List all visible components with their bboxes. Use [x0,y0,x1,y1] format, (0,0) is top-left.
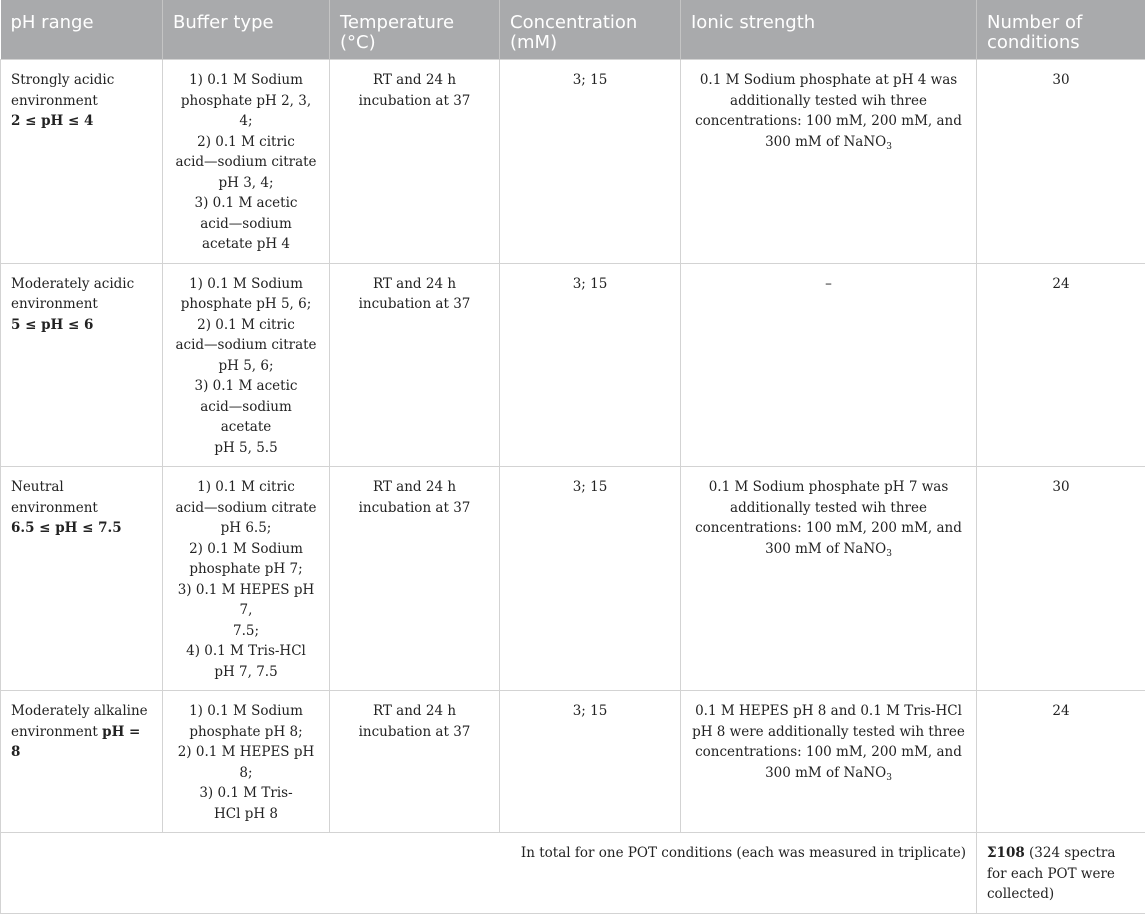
total-note: (324 spectra for each POT were collected) [987,845,1115,902]
buffer-line: 1) 0.1 M citric [197,479,295,495]
buffer-line: pH 6.5; [221,520,272,536]
buffer-line: 2) 0.1 M HEPES pH 8; [178,744,315,781]
buffer-line: acetate pH 4 [202,236,290,252]
ph-range-cell [1,691,163,833]
ionic-strength-cell [681,60,977,264]
subscript: 3 [886,142,892,152]
buffer-line: pH 5, 5.5 [214,440,277,456]
temperature-line: incubation at 37 [359,500,471,516]
ionic-line: 0.1 M HEPES pH 8 and 0.1 M Tris-HCl [695,703,962,719]
buffer-line: pH 7, 7.5 [214,664,277,680]
header-buffer-type: Buffer type [163,0,330,60]
buffer-line: 7.5; [233,623,259,639]
total-sum: Σ108 [987,845,1025,861]
temperature-line: incubation at 37 [359,296,471,312]
ionic-line: additionally tested wih three [730,93,927,109]
buffer-line: 1) 0.1 M Sodium [189,276,303,292]
buffer-line: phosphate pH 2, 3, 4; [181,93,311,130]
temperature-cell [330,467,500,691]
buffer-line: 4) 0.1 M Tris-HCl [186,643,306,659]
buffer-line: 2) 0.1 M Sodium [189,541,303,557]
ionic-line: concentrations: 100 mM, 200 mM, and [695,113,962,129]
ionic-strength-cell [681,467,977,691]
ionic-strength-cell [681,691,977,833]
ph-range-label: Neutral environment [11,479,98,516]
temperature-line: RT and 24 h [373,479,456,495]
ionic-line: 300 mM of NaNO [765,765,886,781]
conditions-cell: 30 [977,467,1145,691]
table-row [1,60,1145,264]
buffer-line: phosphate pH 5, 6; [181,296,312,312]
ionic-line: additionally tested wih three [730,500,927,516]
conditions-cell: 24 [977,691,1145,833]
temperature-line: incubation at 37 [359,93,471,109]
table-row [1,263,1145,467]
buffer-line: phosphate pH 7; [189,561,302,577]
buffer-line: 1) 0.1 M Sodium [189,703,303,719]
ionic-line: 300 mM of NaNO [765,541,886,557]
header-row [1,0,1145,60]
concentration-cell: 3; 15 [500,691,681,833]
buffer-line: HCl pH 8 [214,806,278,822]
temperature-line: incubation at 37 [359,724,471,740]
total-label: In total for one POT conditions (each was measured in triplicate) [1,833,977,914]
temperature-cell [330,691,500,833]
ionic-line: 0.1 M Sodium phosphate pH 7 was [709,479,949,495]
buffer-type-cell [163,467,330,691]
ph-range-label: Strongly acidic environment [11,72,114,109]
buffer-type-cell [163,60,330,264]
buffer-line: 2) 0.1 M citric [197,317,295,333]
total-row [1,833,1145,914]
ph-range-label: Moderately acidic environment [11,276,134,313]
buffer-line: 1) 0.1 M Sodium [189,72,303,88]
ph-range-cell [1,467,163,691]
ionic-line: pH 8 were additionally tested wih three [692,724,965,740]
conditions-cell: 24 [977,263,1145,467]
ph-range-value: pH = 8 [11,724,140,761]
ph-range-value: 2 ≤ pH ≤ 4 [11,113,93,129]
temperature-cell [330,263,500,467]
buffer-line: pH 3, 4; [218,175,273,191]
ionic-line: 300 mM of NaNO [765,134,886,150]
buffer-type-cell [163,691,330,833]
buffer-line: 3) 0.1 M acetic [195,195,298,211]
subscript: 3 [886,549,892,559]
temperature-cell [330,60,500,264]
temperature-line: RT and 24 h [373,276,456,292]
ph-range-value: 5 ≤ pH ≤ 6 [11,317,93,333]
header-ionic-strength: Ionic strength [681,0,977,60]
ph-range-cell [1,60,163,264]
temperature-line: RT and 24 h [373,72,456,88]
concentration-cell: 3; 15 [500,60,681,264]
buffer-line: acid—sodium citrate [175,154,316,170]
buffer-type-cell [163,263,330,467]
buffer-line: 2) 0.1 M citric [197,134,295,150]
buffer-line: acid—sodium citrate [175,500,316,516]
concentration-cell: 3; 15 [500,263,681,467]
header-ph-range: pH range [1,0,163,60]
buffer-line: 3) 0.1 M HEPES pH 7, [178,582,315,619]
ph-range-cell [1,263,163,467]
header-number-of-conditions: Number of conditions [977,0,1145,60]
header-concentration: Concentration (mM) [500,0,681,60]
concentration-cell: 3; 15 [500,467,681,691]
table-row [1,467,1145,691]
buffer-line: phosphate pH 8; [189,724,302,740]
ionic-line: concentrations: 100 mM, 200 mM, and [695,744,962,760]
header-temperature: Temperature (°C) [330,0,500,60]
ionic-line: 0.1 M Sodium phosphate at pH 4 was [700,72,957,88]
ph-range-value: 6.5 ≤ pH ≤ 7.5 [11,520,122,536]
ph-range-label: Moderately alkaline environment [11,703,148,740]
buffer-line: 3) 0.1 M Tris- [199,785,292,801]
buffer-line: acid—sodium acetate [200,399,292,436]
buffer-line: 3) 0.1 M acetic [195,378,298,394]
subscript: 3 [886,773,892,783]
ionic-line: concentrations: 100 mM, 200 mM, and [695,520,962,536]
table-row [1,691,1145,833]
buffer-line: pH 5, 6; [218,358,273,374]
total-value-cell [977,833,1145,914]
buffer-line: acid—sodium citrate [175,337,316,353]
ionic-strength-cell: – [681,263,977,467]
temperature-line: RT and 24 h [373,703,456,719]
buffer-line: acid—sodium [200,216,292,232]
conditions-cell: 30 [977,60,1145,264]
